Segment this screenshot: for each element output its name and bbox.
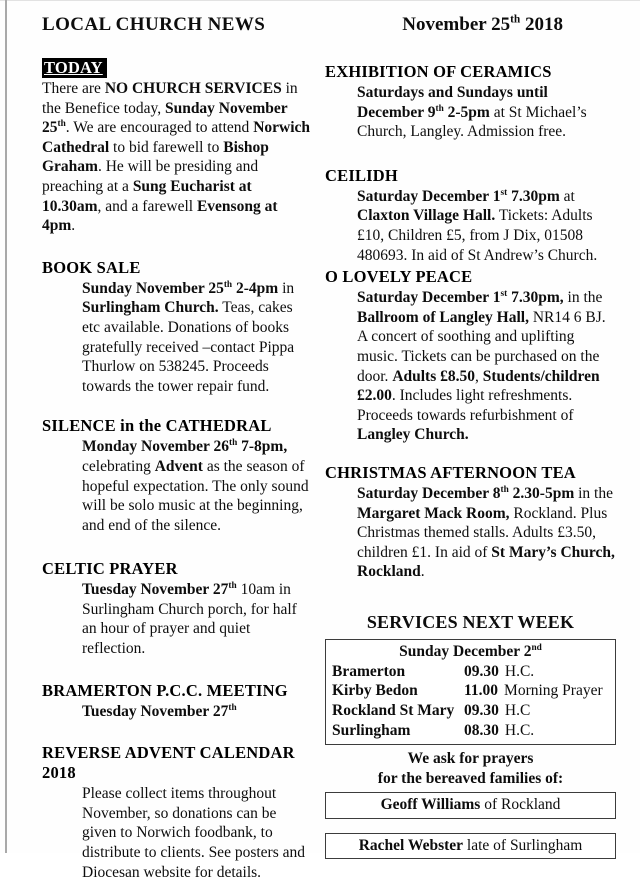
services-table: [325, 639, 616, 745]
section-heading-ceilidh: CEILIDH: [325, 165, 398, 185]
section-bramerton-pcc: [42, 681, 312, 722]
section-heading-today: [42, 58, 312, 78]
services-next-week-title: SERVICES NEXT WEEK: [366, 611, 575, 632]
service-type: H.C.: [504, 721, 535, 739]
section-celtic-prayer: [42, 559, 312, 658]
service-row-bramerton: [332, 662, 609, 682]
section-body-silence-cathedral: Monday November 26th 7-8pm, celebrating Advent as the season of hopeful expectation. The only sound will be solo music at the beginning, and end of the silence.: [82, 438, 309, 534]
section-o-lovely-peace: [325, 267, 616, 445]
page-date: November 25th 2018: [402, 13, 563, 35]
section-reverse-advent: [42, 743, 312, 882]
service-church: Bramerton: [332, 662, 406, 680]
prayers-line-1: We ask for prayers: [407, 750, 534, 768]
service-type: H.C: [504, 702, 531, 720]
section-exhibition-ceramics: [325, 62, 616, 142]
section-heading-silence-cathedral: SILENCE in the CATHEDRAL: [42, 416, 272, 436]
section-heading-book-sale: BOOK SALE: [42, 257, 141, 277]
service-church: Kirby Bedon: [332, 682, 418, 700]
section-body-reverse-advent: Please collect items throughout November, so donations can be given to Norwich foodbank, to distribute to clients. See posters and Diocesan website for details.: [82, 785, 305, 881]
service-church: Surlingham: [332, 721, 411, 739]
section-ceilidh: [325, 166, 616, 265]
masthead: [42, 14, 613, 36]
service-row-surlingham: [332, 721, 609, 741]
today-inverted-label: TODAY: [42, 58, 107, 78]
service-church: Rockland St Mary: [332, 702, 455, 720]
section-heading-celtic-prayer: CELTIC PRAYER: [42, 559, 178, 579]
service-row-kirby-bedon: [332, 681, 609, 701]
section-heading-o-lovely-peace: O LOVELY PEACE: [325, 267, 473, 287]
section-body-today: There are NO CHURCH SERVICES in the Benefice today, Sunday November 25th. We are encouraged to attend Norwich Cathedral to bid farewell to Bishop Graham. He will be presiding and preaching at a Sung Eucharist at 10.30am, and a farewell Evensong at 4pm.: [42, 80, 311, 235]
section-heading-bramerton-pcc: BRAMERTON P.C.C. MEETING: [42, 680, 288, 700]
section-silence-cathedral: [42, 416, 312, 535]
section-body-o-lovely-peace: Saturday December 1st 7.30pm, in the Ballroom of Langley Hall, NR14 6 BJ. A concert of soothing and uplifting music. Tickets can be purchased on the door. Adults £8.50, Students/children £2.00. Includes light refreshments. Proceeds towards refurbishment of Langley Church.: [357, 289, 606, 444]
scan-edge-left: [5, 0, 7, 853]
service-time: 09.30: [464, 662, 499, 680]
service-time: 11.00: [464, 682, 499, 700]
right-column: [325, 58, 616, 859]
left-column: [42, 58, 312, 882]
content-columns: [42, 58, 613, 882]
service-time: 08.30: [464, 721, 499, 739]
section-body-celtic-prayer: Tuesday November 27th 10am in Surlingham Church porch, for half an hour of prayer and quiet reflection.: [82, 581, 297, 658]
bereaved-box-rachel-webster: Rachel Webster late of Surlingham: [325, 833, 616, 860]
page-title: LOCAL CHURCH NEWS: [42, 14, 266, 35]
service-row-rockland-st-mary: [332, 701, 609, 721]
bereaved-box-geoff-williams: Geoff Williams of Rockland: [325, 792, 616, 819]
service-type: Morning Prayer: [504, 682, 603, 700]
section-heading-reverse-advent: REVERSE ADVENT CALENDAR 2018: [42, 743, 295, 783]
section-body-ceilidh: Saturday December 1st 7.30pm at Claxton Village Hall. Tickets: Adults £10, Children £5, from J Dix, 01508 480693. In aid of St Andrew’s Church.: [357, 187, 598, 264]
section-body-bramerton-pcc: Tuesday November 27th: [82, 702, 237, 720]
section-today: [42, 58, 312, 236]
scan-edge-top: [0, 0, 640, 1]
service-type: H.C.: [504, 662, 535, 680]
section-body-book-sale: Sunday November 25th 2-4pm in Surlingham Church. Teas, cakes etc available. Donations of books gratefully received –contact Pippa Thurlow on 538245. Proceeds towards the tower repair fund.: [82, 279, 295, 395]
section-body-exhibition-ceramics: Saturdays and Sundays until December 9th 2-5pm at St Michael’s Church, Langley. Admission free.: [357, 84, 587, 141]
section-body-christmas-tea: Saturday December 8th 2.30-5pm in the Margaret Mack Room, Rockland. Plus Christmas themed stalls. Adults £3.50, children £1. In aid of St Mary’s Church, Rockland.: [357, 484, 615, 581]
services-table-header: Sunday December 2nd: [399, 642, 542, 660]
section-heading-exhibition-ceramics: EXHIBITION OF CERAMICS: [325, 62, 552, 81]
section-christmas-tea: [325, 463, 616, 582]
section-book-sale: [42, 258, 312, 397]
service-time: 09.30: [464, 702, 499, 720]
prayers-line-2: for the bereaved families of:: [377, 770, 564, 788]
section-heading-christmas-tea: CHRISTMAS AFTERNOON TEA: [325, 462, 576, 482]
